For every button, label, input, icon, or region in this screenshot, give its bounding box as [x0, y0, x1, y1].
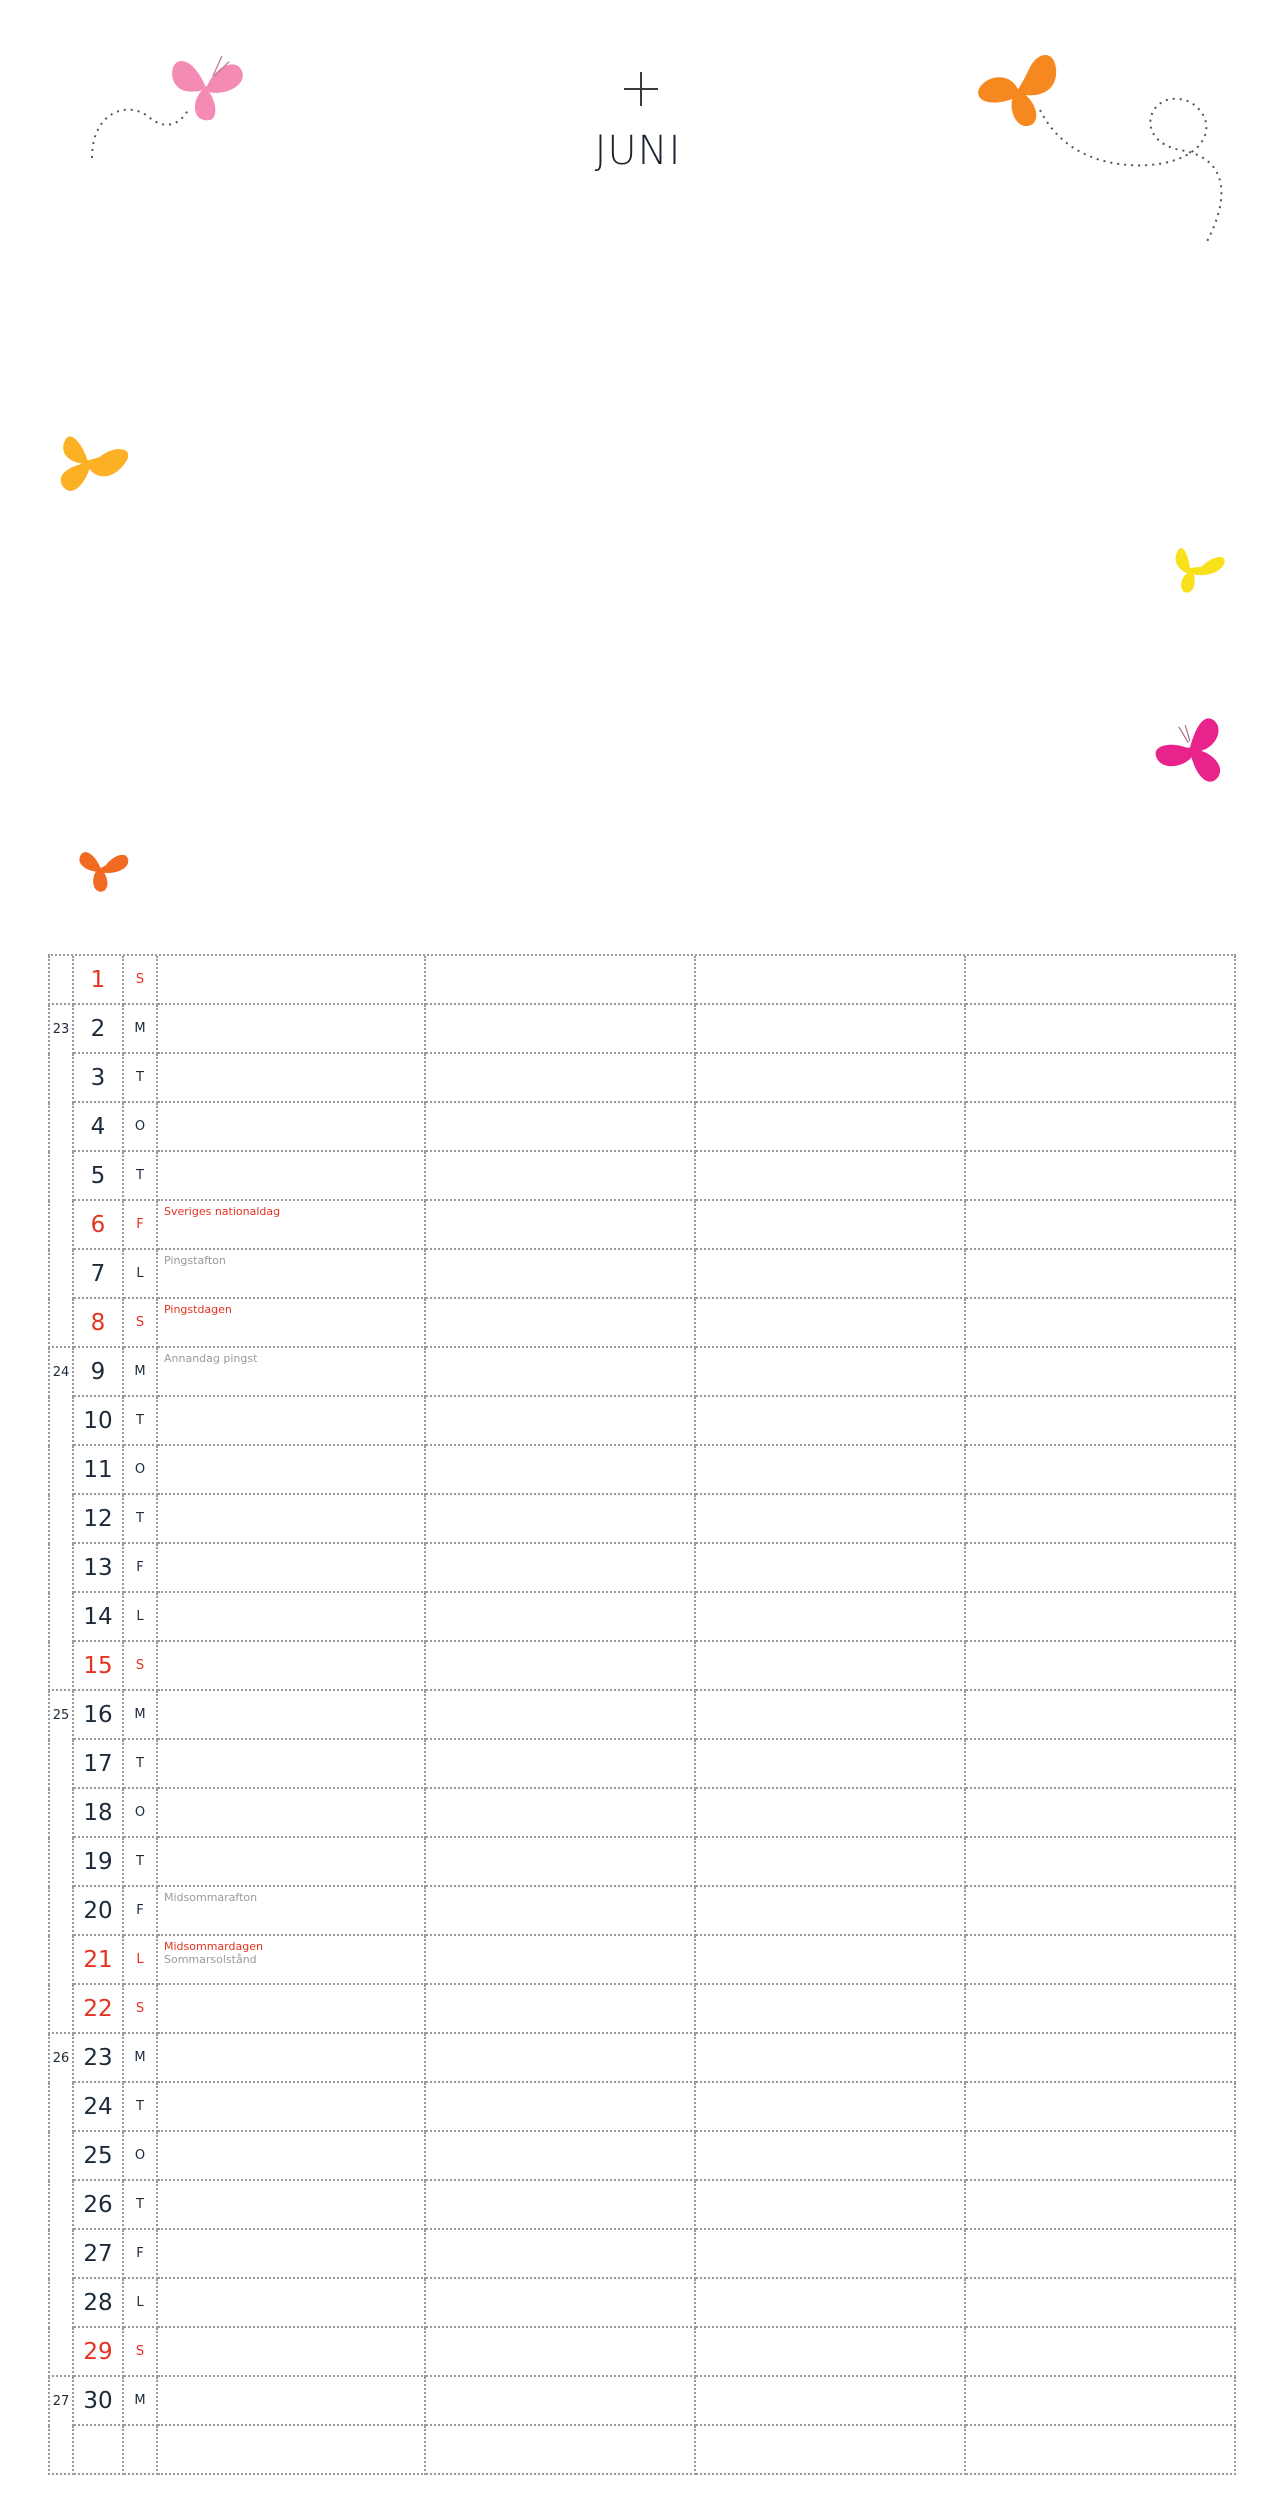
entry-cell-2[interactable]: [426, 1789, 696, 1838]
entry-cell-2[interactable]: [426, 2279, 696, 2328]
weekday-letter: F: [124, 2230, 158, 2279]
holiday-name: Sveriges nationaldag: [164, 1205, 281, 1218]
weekday-letter: F: [124, 1887, 158, 1936]
weekday-letter: T: [124, 1495, 158, 1544]
entry-cell-2[interactable]: [426, 1936, 696, 1985]
day-row: [48, 1544, 1236, 1593]
week-number: [48, 1397, 74, 1446]
day-row: [48, 2034, 1236, 2083]
weekday-letter: M: [124, 1348, 158, 1397]
entry-cell-1[interactable]: [158, 1544, 426, 1593]
week-number: [48, 1838, 74, 1887]
holiday-subnote: Sommarsolstånd: [164, 1953, 257, 1966]
entry-cell-1[interactable]: [158, 1740, 426, 1789]
day-row: [48, 1152, 1236, 1201]
entry-cell-1[interactable]: [158, 2426, 426, 2475]
day-number: 24: [74, 2083, 124, 2132]
holiday-name: Midsommardagen: [164, 1940, 263, 1953]
entry-cell-1[interactable]: [158, 2377, 426, 2426]
day-row: [48, 1103, 1236, 1152]
day-number: 21: [74, 1936, 124, 1985]
entry-cell-3[interactable]: [696, 2132, 966, 2181]
day-number: 18: [74, 1789, 124, 1838]
day-number: 16: [74, 1691, 124, 1740]
entry-cell-2[interactable]: [426, 1838, 696, 1887]
entry-cell-3[interactable]: [696, 1740, 966, 1789]
week-number: [48, 2181, 74, 2230]
weekday-letter: O: [124, 1103, 158, 1152]
entry-cell-3[interactable]: [696, 2279, 966, 2328]
weekday-letter: O: [124, 1789, 158, 1838]
entry-cell-3[interactable]: [696, 1005, 966, 1054]
week-number: [48, 2279, 74, 2328]
entry-cell-1[interactable]: [158, 2279, 426, 2328]
week-number: [48, 1446, 74, 1495]
entry-cell-1[interactable]: [158, 1250, 426, 1299]
entry-cell-1[interactable]: [158, 1495, 426, 1544]
holiday-note: [164, 1352, 257, 1365]
week-number: 26: [48, 2034, 74, 2083]
entry-cell-4[interactable]: [966, 1201, 1236, 1250]
holiday-note: [164, 1254, 226, 1267]
day-number: 13: [74, 1544, 124, 1593]
weekday-letter: S: [124, 1642, 158, 1691]
entry-cell-4[interactable]: [966, 1985, 1236, 2034]
day-row: [48, 1201, 1236, 1250]
entry-cell-1[interactable]: [158, 1985, 426, 2034]
weekday-letter: S: [124, 956, 158, 1005]
entry-cell-4[interactable]: [966, 1495, 1236, 1544]
week-number: [48, 1789, 74, 1838]
entry-cell-2[interactable]: [426, 2181, 696, 2230]
entry-cell-4[interactable]: [966, 1348, 1236, 1397]
weekday-letter: T: [124, 1397, 158, 1446]
day-row: [48, 2279, 1236, 2328]
day-number: 15: [74, 1642, 124, 1691]
day-row: [48, 2377, 1236, 2426]
entry-cell-2[interactable]: [426, 2132, 696, 2181]
day-number: 2: [74, 1005, 124, 1054]
entry-cell-2[interactable]: [426, 1201, 696, 1250]
day-number: 19: [74, 1838, 124, 1887]
yellow-butterfly-icon: [1160, 536, 1230, 600]
entry-cell-4[interactable]: [966, 2377, 1236, 2426]
entry-cell-2[interactable]: [426, 1593, 696, 1642]
entry-cell-2[interactable]: [426, 2083, 696, 2132]
entry-cell-4[interactable]: [966, 1936, 1236, 1985]
day-number: 28: [74, 2279, 124, 2328]
week-number: [48, 1201, 74, 1250]
entry-cell-4[interactable]: [966, 1544, 1236, 1593]
day-row: [48, 1495, 1236, 1544]
entry-cell-2[interactable]: [426, 1103, 696, 1152]
day-row: [48, 1299, 1236, 1348]
entry-cell-4[interactable]: [966, 956, 1236, 1005]
entry-cell-3[interactable]: [696, 1103, 966, 1152]
entry-cell-3[interactable]: [696, 1593, 966, 1642]
entry-cell-4[interactable]: [966, 2328, 1236, 2377]
entry-cell-3[interactable]: [696, 2230, 966, 2279]
entry-cell-2[interactable]: [426, 2034, 696, 2083]
day-row: [48, 2181, 1236, 2230]
day-row: [48, 1740, 1236, 1789]
entry-cell-1[interactable]: [158, 2230, 426, 2279]
magenta-butterfly-icon: [1148, 706, 1232, 786]
week-number: [48, 2328, 74, 2377]
entry-cell-2[interactable]: [426, 1054, 696, 1103]
entry-cell-3[interactable]: [696, 1936, 966, 1985]
entry-cell-1[interactable]: [158, 1299, 426, 1348]
entry-cell-3[interactable]: [696, 1642, 966, 1691]
entry-cell-3[interactable]: [696, 1348, 966, 1397]
week-number: 25: [48, 1691, 74, 1740]
entry-cell-2[interactable]: [426, 1299, 696, 1348]
entry-cell-4[interactable]: [966, 1250, 1236, 1299]
week-number: [48, 1299, 74, 1348]
calendar-header: [0, 0, 1276, 940]
holiday-name: Pingstdagen: [164, 1303, 232, 1316]
day-row: [48, 956, 1236, 1005]
entry-cell-3[interactable]: [696, 1054, 966, 1103]
holiday-name: Pingstafton: [164, 1254, 226, 1267]
day-number: 22: [74, 1985, 124, 2034]
entry-cell-3[interactable]: [696, 1495, 966, 1544]
day-row: [48, 1887, 1236, 1936]
day-row: [48, 1005, 1236, 1054]
week-number: [48, 1593, 74, 1642]
entry-cell-3[interactable]: [696, 2377, 966, 2426]
entry-cell-3[interactable]: [696, 1838, 966, 1887]
day-number: 5: [74, 1152, 124, 1201]
entry-cell-2[interactable]: [426, 956, 696, 1005]
week-number: 27: [48, 2377, 74, 2426]
week-number: [48, 1887, 74, 1936]
entry-cell-2[interactable]: [426, 1887, 696, 1936]
entry-cell-2[interactable]: [426, 2328, 696, 2377]
entry-cell-1[interactable]: [158, 1789, 426, 1838]
day-number: 7: [74, 1250, 124, 1299]
entry-cell-4[interactable]: [966, 1397, 1236, 1446]
day-number: 17: [74, 1740, 124, 1789]
weekday-letter: M: [124, 1691, 158, 1740]
entry-cell-1[interactable]: [158, 1103, 426, 1152]
entry-cell-1[interactable]: [158, 956, 426, 1005]
week-number: [48, 2083, 74, 2132]
day-number: 20: [74, 1887, 124, 1936]
entry-cell-3[interactable]: [696, 1152, 966, 1201]
entry-cell-2[interactable]: [426, 1985, 696, 2034]
entry-cell-1[interactable]: [158, 1152, 426, 1201]
day-number: 23: [74, 2034, 124, 2083]
entry-cell-4[interactable]: [966, 1152, 1236, 1201]
weekday-letter: T: [124, 1054, 158, 1103]
entry-cell-2[interactable]: [426, 1642, 696, 1691]
entry-cell-1[interactable]: [158, 1201, 426, 1250]
entry-cell-4[interactable]: [966, 1838, 1236, 1887]
day-number: 8: [74, 1299, 124, 1348]
week-number: [48, 1250, 74, 1299]
day-row: [48, 1838, 1236, 1887]
entry-cell-2[interactable]: [426, 1348, 696, 1397]
week-number: [48, 1936, 74, 1985]
entry-cell-4[interactable]: [966, 2132, 1236, 2181]
week-number: [48, 1642, 74, 1691]
day-number: 29: [74, 2328, 124, 2377]
weekday-letter: L: [124, 1250, 158, 1299]
week-number: [48, 1495, 74, 1544]
weekday-letter: O: [124, 2132, 158, 2181]
entry-cell-3[interactable]: [696, 1985, 966, 2034]
entry-cell-3[interactable]: [696, 956, 966, 1005]
entry-cell-4[interactable]: [966, 1299, 1236, 1348]
entry-cell-1[interactable]: [158, 1348, 426, 1397]
entry-cell-4[interactable]: [966, 2083, 1236, 2132]
day-number: 6: [74, 1201, 124, 1250]
day-row: [48, 2230, 1236, 2279]
entry-cell-4[interactable]: [966, 1593, 1236, 1642]
week-number: [48, 1740, 74, 1789]
entry-cell-2[interactable]: [426, 1446, 696, 1495]
entry-cell-1[interactable]: [158, 1691, 426, 1740]
entry-cell-4[interactable]: [966, 1887, 1236, 1936]
entry-cell-2[interactable]: [426, 2377, 696, 2426]
day-number: 30: [74, 2377, 124, 2426]
entry-cell-3[interactable]: [696, 1887, 966, 1936]
holiday-note: [164, 1891, 257, 1904]
orange-butterfly-icon: [968, 40, 1068, 135]
entry-cell-2[interactable]: [426, 1152, 696, 1201]
week-number: 24: [48, 1348, 74, 1397]
entry-cell-2[interactable]: [426, 1740, 696, 1789]
entry-cell-3[interactable]: [696, 1544, 966, 1593]
week-number: [48, 1103, 74, 1152]
day-row: [48, 1789, 1236, 1838]
entry-cell-4[interactable]: [966, 1691, 1236, 1740]
calendar-grid: [48, 956, 1236, 2475]
weekday-letter: S: [124, 1299, 158, 1348]
week-number: [48, 1152, 74, 1201]
day-number: 3: [74, 1054, 124, 1103]
week-number: 23: [48, 1005, 74, 1054]
entry-cell-3[interactable]: [696, 2328, 966, 2377]
weekday-letter: F: [124, 1544, 158, 1593]
entry-cell-3[interactable]: [696, 2426, 966, 2475]
entry-cell-4[interactable]: [966, 1005, 1236, 1054]
entry-cell-1[interactable]: [158, 1936, 426, 1985]
entry-cell-1[interactable]: [158, 2328, 426, 2377]
day-row: [48, 1250, 1236, 1299]
entry-cell-3[interactable]: [696, 2083, 966, 2132]
day-row: [48, 1642, 1236, 1691]
holiday-name: Midsommarafton: [164, 1891, 258, 1904]
weekday-letter: L: [124, 2279, 158, 2328]
entry-cell-1[interactable]: [158, 2083, 426, 2132]
entry-cell-3[interactable]: [696, 1299, 966, 1348]
weekday-letter: L: [124, 1936, 158, 1985]
day-row: [48, 1691, 1236, 1740]
entry-cell-4[interactable]: [966, 1789, 1236, 1838]
day-number: 9: [74, 1348, 124, 1397]
entry-cell-1[interactable]: [158, 1397, 426, 1446]
entry-cell-4[interactable]: [966, 1740, 1236, 1789]
holiday-note: [164, 1940, 263, 1966]
red-orange-butterfly-icon: [70, 838, 136, 898]
day-row: [48, 2426, 1236, 2475]
weekday-letter: O: [124, 1446, 158, 1495]
day-number: 12: [74, 1495, 124, 1544]
day-number: 26: [74, 2181, 124, 2230]
weekday-letter: T: [124, 1838, 158, 1887]
day-row: [48, 1593, 1236, 1642]
week-number: [48, 2426, 74, 2475]
day-number: 11: [74, 1446, 124, 1495]
entry-cell-1[interactable]: [158, 2181, 426, 2230]
entry-cell-2[interactable]: [426, 1691, 696, 1740]
entry-cell-4[interactable]: [966, 1642, 1236, 1691]
week-number: [48, 1054, 74, 1103]
week-number: [48, 2132, 74, 2181]
day-row: [48, 1985, 1236, 2034]
entry-cell-3[interactable]: [696, 2181, 966, 2230]
day-row: [48, 1348, 1236, 1397]
day-number: 10: [74, 1397, 124, 1446]
week-number: [48, 956, 74, 1005]
day-number: [74, 2426, 124, 2475]
entry-cell-1[interactable]: [158, 1887, 426, 1936]
entry-cell-3[interactable]: [696, 1397, 966, 1446]
entry-cell-2[interactable]: [426, 2426, 696, 2475]
day-number: 1: [74, 956, 124, 1005]
entry-cell-1[interactable]: [158, 1054, 426, 1103]
day-number: 4: [74, 1103, 124, 1152]
day-number: 25: [74, 2132, 124, 2181]
holiday-note: [164, 1303, 232, 1316]
entry-cell-3[interactable]: [696, 1250, 966, 1299]
entry-cell-4[interactable]: [966, 1446, 1236, 1495]
entry-cell-4[interactable]: [966, 2279, 1236, 2328]
entry-cell-3[interactable]: [696, 1446, 966, 1495]
week-number: [48, 2230, 74, 2279]
weekday-letter: T: [124, 2083, 158, 2132]
weekday-letter: S: [124, 2328, 158, 2377]
weekday-letter: L: [124, 1593, 158, 1642]
entry-cell-1[interactable]: [158, 2034, 426, 2083]
day-row: [48, 1054, 1236, 1103]
amber-butterfly-icon: [46, 418, 136, 503]
pink-butterfly-icon: [160, 40, 255, 130]
plus-mark: [624, 72, 658, 106]
entry-cell-3[interactable]: [696, 1691, 966, 1740]
entry-cell-2[interactable]: [426, 2230, 696, 2279]
week-number: [48, 1985, 74, 2034]
weekday-letter: M: [124, 1005, 158, 1054]
entry-cell-3[interactable]: [696, 2034, 966, 2083]
entry-cell-2[interactable]: [426, 1495, 696, 1544]
weekday-letter: M: [124, 2377, 158, 2426]
month-title: JUNI: [594, 128, 682, 174]
entry-cell-2[interactable]: [426, 1544, 696, 1593]
day-row: [48, 1397, 1236, 1446]
entry-cell-1[interactable]: [158, 1005, 426, 1054]
entry-cell-3[interactable]: [696, 1789, 966, 1838]
day-row: [48, 2132, 1236, 2181]
day-number: 14: [74, 1593, 124, 1642]
day-row: [48, 2328, 1236, 2377]
entry-cell-3[interactable]: [696, 1201, 966, 1250]
entry-cell-4[interactable]: [966, 2034, 1236, 2083]
entry-cell-4[interactable]: [966, 2181, 1236, 2230]
entry-cell-1[interactable]: [158, 1593, 426, 1642]
entry-cell-4[interactable]: [966, 2426, 1236, 2475]
entry-cell-1[interactable]: [158, 1446, 426, 1495]
weekday-letter: F: [124, 1201, 158, 1250]
weekday-letter: T: [124, 1740, 158, 1789]
entry-cell-4[interactable]: [966, 2230, 1236, 2279]
day-row: [48, 1446, 1236, 1495]
holiday-name: Annandag pingst: [164, 1352, 258, 1365]
day-row: [48, 1936, 1236, 1985]
entry-cell-1[interactable]: [158, 1838, 426, 1887]
weekday-letter: T: [124, 1152, 158, 1201]
weekday-letter: [124, 2426, 158, 2475]
entry-cell-1[interactable]: [158, 2132, 426, 2181]
day-number: 27: [74, 2230, 124, 2279]
holiday-note: [164, 1205, 280, 1218]
entry-cell-2[interactable]: [426, 1005, 696, 1054]
week-number: [48, 1544, 74, 1593]
weekday-letter: S: [124, 1985, 158, 2034]
entry-cell-4[interactable]: [966, 1103, 1236, 1152]
weekday-letter: T: [124, 2181, 158, 2230]
entry-cell-2[interactable]: [426, 1250, 696, 1299]
entry-cell-1[interactable]: [158, 1642, 426, 1691]
entry-cell-4[interactable]: [966, 1054, 1236, 1103]
entry-cell-2[interactable]: [426, 1397, 696, 1446]
day-row: [48, 2083, 1236, 2132]
weekday-letter: M: [124, 2034, 158, 2083]
